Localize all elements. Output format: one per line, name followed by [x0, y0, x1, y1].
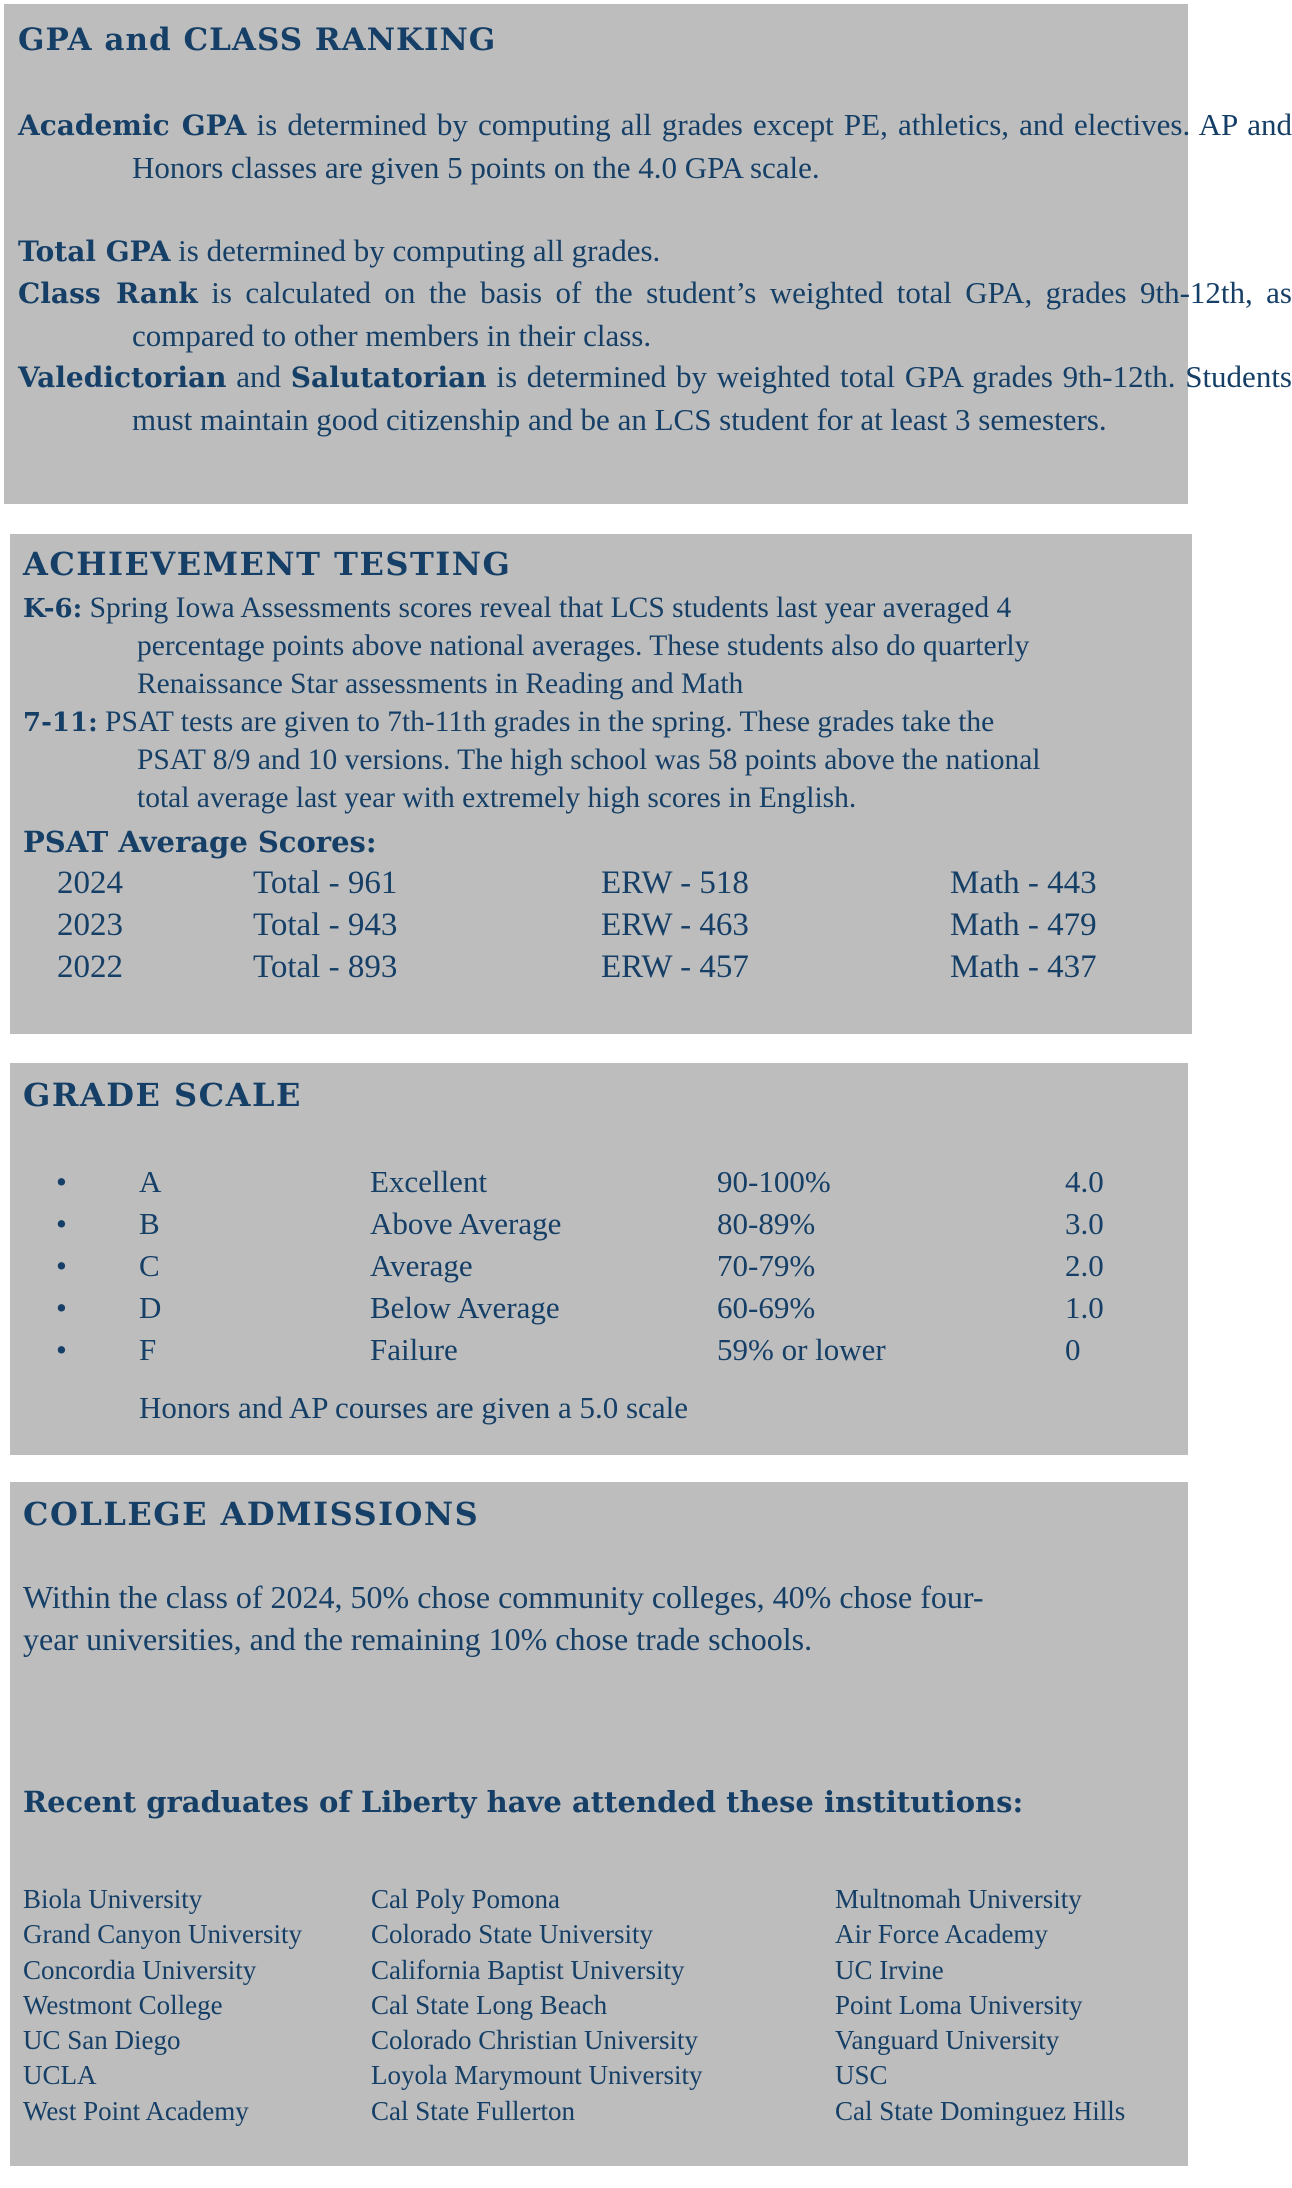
grade-desc: Below Average	[370, 1290, 560, 1325]
score-total: Total - 943	[253, 907, 398, 943]
psat-heading: PSAT Average Scores:	[23, 825, 377, 859]
grade-letter: D	[139, 1290, 162, 1325]
grade-points: 1.0	[1065, 1290, 1104, 1325]
grade-range: 80-89%	[717, 1206, 816, 1241]
score-year: 2023	[57, 907, 123, 943]
attended-heading: Recent graduates of Liberty have attended these institutions:	[23, 1785, 1024, 1819]
valedictorian-paragraph	[18, 356, 1292, 441]
college-name: UC San Diego	[23, 2025, 181, 2056]
psat-score-row	[10, 946, 1192, 988]
score-erw: ERW - 463	[601, 907, 749, 943]
k6-text-1: Spring Iowa Assessments scores reveal that LCS students last year averaged 4	[82, 592, 1012, 624]
k6-label: K-6:	[23, 594, 83, 624]
college-name: Westmont College	[23, 1989, 223, 2020]
academic-gpa-text: is determined by computing all grades except PE, athletics, and electives. AP and Honors classes are given 5 points on the 4.0 GPA scale.	[132, 107, 1292, 185]
college-name: Cal State Long Beach	[371, 1989, 608, 2020]
g711-line-1	[23, 703, 994, 742]
grade-letter: C	[139, 1248, 160, 1283]
psat-score-row	[10, 862, 1192, 904]
psat-score-row	[10, 904, 1192, 946]
grade-letter: F	[139, 1332, 157, 1367]
grade-points: 2.0	[1065, 1248, 1104, 1283]
grade-scale-section	[10, 1063, 1188, 1455]
grade-desc: Failure	[370, 1332, 458, 1367]
grade-range: 90-100%	[717, 1164, 831, 1199]
k6-line-2: percentage points above national averages. These students also do quarterly	[137, 630, 1030, 662]
grade-letter: A	[139, 1164, 162, 1199]
score-total: Total - 961	[253, 865, 398, 901]
bullet: •	[56, 1248, 67, 1283]
grade-letter: B	[139, 1206, 160, 1241]
grade-desc: Excellent	[370, 1164, 488, 1199]
college-name: Grand Canyon University	[23, 1919, 302, 1950]
total-gpa-text: is determined by computing all grades.	[170, 233, 661, 268]
bullet: •	[56, 1206, 67, 1241]
college-name: UC Irvine	[835, 1954, 944, 1985]
grade-points: 3.0	[1065, 1206, 1104, 1241]
total-gpa-paragraph	[18, 230, 1292, 273]
grade-desc: Above Average	[370, 1206, 562, 1241]
score-erw: ERW - 457	[601, 949, 749, 985]
bullet: •	[56, 1332, 67, 1367]
testing-title: ACHIEVEMENT TESTING	[23, 545, 512, 583]
college-name: Point Loma University	[835, 1989, 1083, 2020]
admissions-line-2: year universities, and the remaining 10% chose trade schools.	[23, 1621, 813, 1657]
college-name: Concordia University	[23, 1954, 257, 1985]
score-year: 2022	[57, 949, 123, 985]
g711-line-2: PSAT 8/9 and 10 versions. The high school was 58 points above the national	[137, 744, 1041, 776]
grade-row	[10, 1245, 1188, 1287]
class-rank-paragraph	[18, 272, 1292, 357]
college-name: Cal State Dominguez Hills	[835, 2095, 1126, 2126]
academic-gpa-paragraph	[18, 104, 1292, 189]
college-name: Cal State Fullerton	[371, 2095, 575, 2126]
grade-row	[10, 1203, 1188, 1245]
college-name: Loyola Marymount University	[371, 2060, 703, 2091]
college-name: Colorado State University	[371, 1919, 653, 1950]
gpa-section	[4, 4, 1292, 504]
gpa-title: GPA and CLASS RANKING	[18, 22, 497, 58]
score-total: Total - 893	[253, 949, 398, 985]
score-erw: ERW - 518	[601, 865, 749, 901]
valedictorian-term: Valedictorian	[18, 361, 227, 394]
grade-range: 59% or lower	[717, 1332, 886, 1367]
grade-scale-note: Honors and AP courses are given a 5.0 scale	[139, 1390, 688, 1425]
academic-gpa-term: Academic GPA	[18, 109, 247, 142]
admissions-title: COLLEGE ADMISSIONS	[23, 1495, 480, 1533]
bullet: •	[56, 1164, 67, 1199]
grade-scale-title: GRADE SCALE	[23, 1076, 302, 1114]
achievement-testing-section	[10, 534, 1192, 1034]
grade-row	[10, 1287, 1188, 1329]
college-admissions-section	[10, 1482, 1188, 2166]
score-math: Math - 443	[950, 865, 1097, 901]
admissions-line-1: Within the class of 2024, 50% chose community colleges, 40% chose four-	[23, 1579, 984, 1615]
college-name: USC	[835, 2060, 888, 2091]
grade-scale-note-row	[10, 1387, 1188, 1429]
class-rank-term: Class Rank	[18, 277, 198, 310]
college-name: Cal Poly Pomona	[371, 1884, 561, 1914]
college-name: California Baptist University	[371, 1954, 685, 1985]
grade-row	[10, 1161, 1188, 1203]
k6-line-1	[23, 589, 1011, 628]
grade-desc: Average	[370, 1248, 473, 1283]
grade-range: 60-69%	[717, 1290, 816, 1325]
grade-points: 0	[1065, 1332, 1081, 1367]
college-name: Air Force Academy	[835, 1919, 1048, 1950]
college-name: Colorado Christian University	[371, 2025, 698, 2056]
score-year: 2024	[57, 865, 123, 901]
grade-range: 70-79%	[717, 1248, 816, 1283]
college-name: West Point Academy	[23, 2095, 249, 2126]
class-rank-text: is calculated on the basis of the student’s weighted total GPA, grades 9th-12th, as compared to other members in their class.	[132, 275, 1292, 353]
score-math: Math - 479	[950, 907, 1097, 943]
g711-line-3: total average last year with extremely high scores in English.	[137, 782, 857, 814]
college-name: Biola University	[23, 1884, 203, 1914]
bullet: •	[56, 1290, 67, 1325]
score-math: Math - 437	[950, 949, 1097, 985]
g711-label: 7-11:	[23, 708, 98, 738]
g711-text-1: PSAT tests are given to 7th-11th grades in the spring. These grades take the	[97, 706, 995, 738]
total-gpa-term: Total GPA	[18, 235, 171, 268]
k6-line-3: Renaissance Star assessments in Reading and Math	[137, 668, 744, 700]
valedictorian-and: and	[226, 359, 291, 394]
college-list-col-3	[835, 1882, 1125, 2129]
college-list-col-1	[23, 1882, 302, 2129]
salutatorian-term: Salutatorian	[290, 361, 487, 394]
college-name: Vanguard University	[835, 2025, 1060, 2056]
grade-row	[10, 1329, 1188, 1371]
college-name: Multnomah University	[835, 1884, 1082, 1914]
college-name: UCLA	[23, 2060, 97, 2091]
valedictorian-text: is determined by weighted total GPA grades 9th-12th. Students must maintain good citizenship and be an LCS student for at least 3 semesters.	[132, 359, 1292, 437]
college-list-col-2	[371, 1882, 702, 2129]
grade-points: 4.0	[1065, 1164, 1104, 1199]
